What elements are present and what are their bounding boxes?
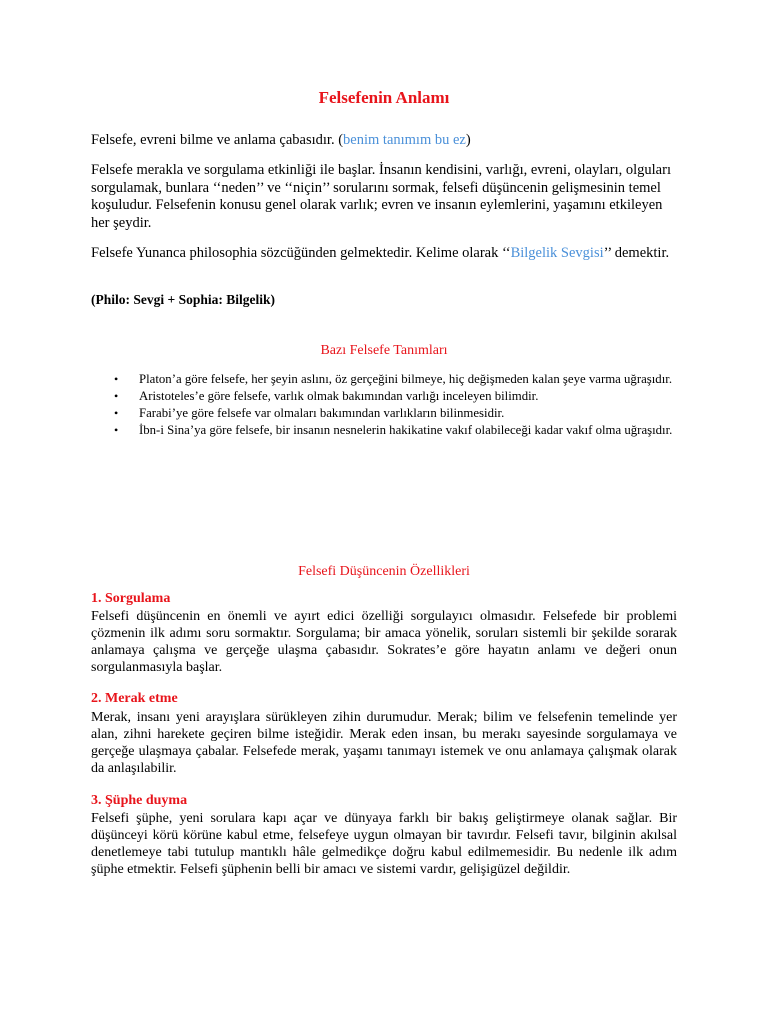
section-title: 3. Şüphe duyma bbox=[91, 793, 188, 808]
features-heading: Felsefi Düşüncenin Özellikleri bbox=[298, 564, 470, 579]
list-item bbox=[114, 389, 684, 404]
list-item-text: Aristoteles’e göre felsefe, varlık olmak bakımından varlığı inceleyen bilimdir. bbox=[139, 389, 539, 403]
bullet-icon: • bbox=[114, 372, 119, 386]
bullet-icon: • bbox=[114, 389, 119, 403]
list-item bbox=[114, 423, 684, 438]
list-item bbox=[114, 372, 684, 387]
etymology-highlight: Bilgelik Sevgisi bbox=[510, 245, 604, 261]
definitions-list bbox=[114, 372, 684, 440]
list-item-text: İbn-i Sina’ya göre felsefe, bir insanın nesnelerin hakikatine vakıf olabileceği kadar vakıf olma uğraşıdır. bbox=[139, 423, 673, 437]
section-body: Merak, insanı yeni arayışlara sürükleyen zihin durumudur. Merak; bilim ve felsefenin temelinde yer alan, zihni harekete geçiren bilme isteğidir. Merak eden insan, bu merakı sayesinde sorgulamaya ve gerçeğe ulaşmaya çabalar. Felsefede merak, yaşamı tanımayı istemek ve onu anlamaya çalışmak olarak da anlaşılabilir. bbox=[91, 710, 677, 776]
etymology-paragraph bbox=[91, 245, 681, 263]
intro-definition-note: benim tanımım bu ez bbox=[343, 132, 466, 148]
intro-paragraph: Felsefe merakla ve sorgulama etkinliği ile başlar. İnsanın kendisini, varlığı, evreni, olayları, olguları sorgulamak, bunlara ‘‘neden’’ ve ‘‘niçin’’ sorularını sormak, felsefi düşüncenin gelişmesinin temel koşuludur. Felsefenin konusu genel olarak varlık; evren ve insanın eylemlerini, yaşamını etkileyen her şeydir. bbox=[91, 162, 671, 231]
intro-definition-end: ) bbox=[465, 132, 471, 148]
etymology-text: Felsefe Yunanca philosophia sözcüğünden gelmektedir. Kelime olarak ‘‘ bbox=[91, 245, 511, 261]
intro-definition-text: Felsefe, evreni bilme ve anlama çabasıdır. ( bbox=[91, 132, 344, 148]
page-title: Felsefenin Anlamı bbox=[318, 88, 450, 107]
section-body: Felsefi düşüncenin en önemli ve ayırt edici özelliği sorgulayıcı olmasıdır. Felsefede bir problemi çözmenin ilk adımı soru sormaktır. Sorgulama; bir amaca yönelik, soruları sistemli bir şekilde sorarak anlamaya çalışma ve gerçeğe ulaşma çabasıdır. Sokrates’e göre hayatın anlamı ve değeri onun sorgulanmasıyla başlar. bbox=[91, 609, 677, 675]
list-item bbox=[114, 406, 684, 421]
etymology-end: ’’ demektir. bbox=[603, 245, 670, 261]
section-title: 1. Sorgulama bbox=[91, 591, 171, 606]
list-item-text: Platon’a göre felsefe, her şeyin aslını, öz gerçeğini bilmeye, hiç değişmeden kalan şeye varma uğraşıdır. bbox=[139, 372, 673, 386]
section-title: 2. Merak etme bbox=[91, 691, 178, 706]
definitions-heading: Bazı Felsefe Tanımları bbox=[320, 343, 448, 358]
list-item-text: Farabi’ye göre felsefe var olmaları bakımından varlıkların bilinmesidir. bbox=[139, 406, 505, 420]
intro-definition bbox=[91, 132, 681, 150]
bullet-icon: • bbox=[114, 406, 119, 420]
section-body: Felsefi şüphe, yeni sorulara kapı açar ve dünyaya farklı bir bakış geliştirmeye olanak sağlar. Bir düşünceyi körü körüne kabul etme, felsefeye uygun olmayan bir tavırdır. Felsefi tavır, bilginin akılsal denetlemeye tabi tutulup mantıklı hâle gelmedikçe doğru kabul edilmemesidir. Bu nedenle ilk adım şüphe etmektir. Felsefi şüphenin belli bir amacı ve sistemi vardır, gelişigüzel değildir. bbox=[91, 811, 677, 877]
bullet-icon: • bbox=[114, 423, 119, 437]
etymology-breakdown: (Philo: Sevgi + Sophia: Bilgelik) bbox=[91, 292, 275, 307]
